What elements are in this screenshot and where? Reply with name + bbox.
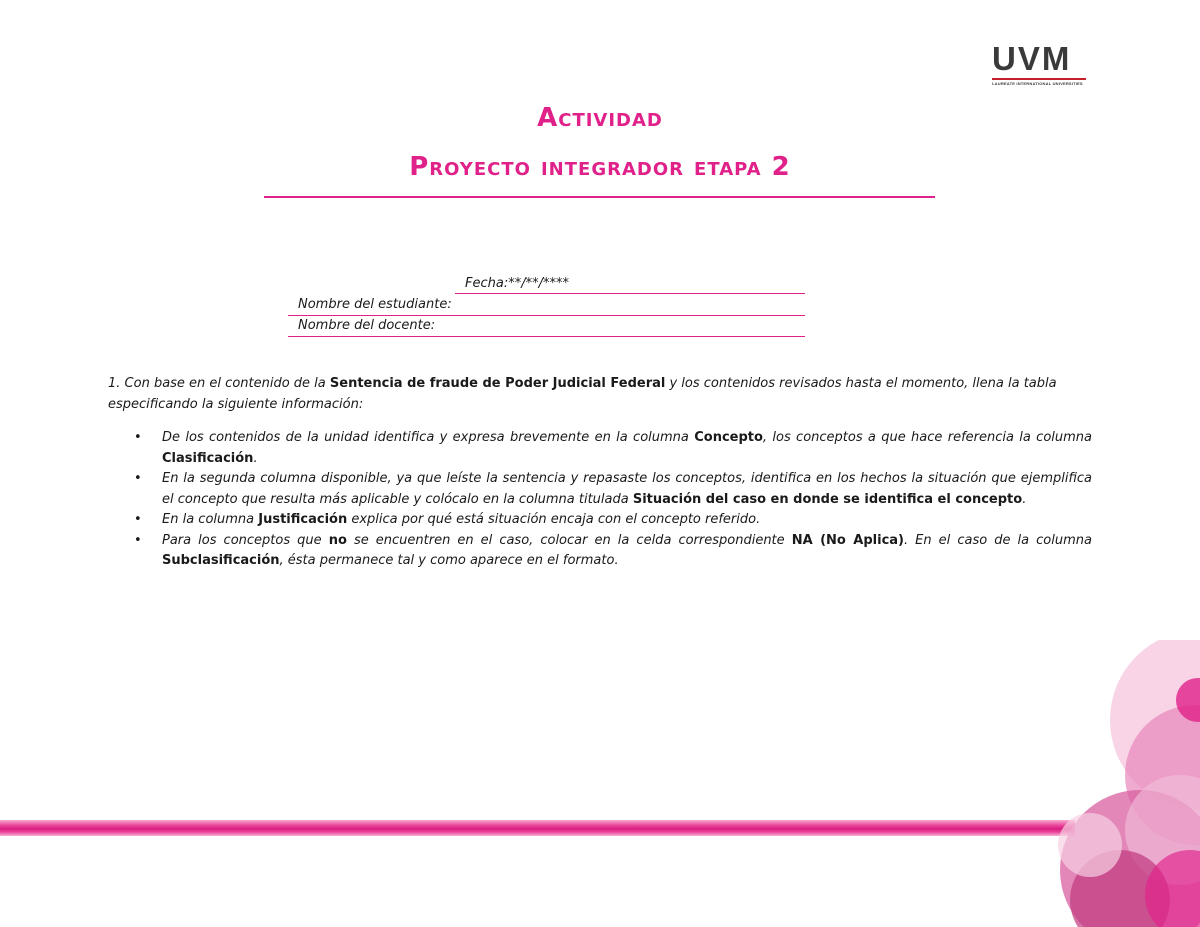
list-item: • Para los conceptos que no se encuentren en el caso, colocar en la celda correspondiente NA (No Aplica). En el caso de la columna Subclasificación, ésta permanece tal y como aparece en el formato. bbox=[134, 532, 1092, 568]
list-item: • En la columna Justificación explica por qué está situación encaja con el concepto referido. bbox=[130, 510, 1092, 531]
title-divider bbox=[264, 196, 935, 198]
page-title: Actividad bbox=[537, 103, 663, 133]
list-item: • En la segunda columna disponible, ya que leíste la sentencia y repasaste los conceptos, identifica en los hechos la situación que ejemplifica el concepto que resulta más aplicable y colócalo en la columna titulada Situación del caso en donde se identifica el concepto. bbox=[134, 471, 1092, 507]
bullet-icon: • bbox=[134, 430, 142, 445]
bullet-icon: • bbox=[134, 532, 142, 548]
bullet-icon: • bbox=[134, 471, 142, 486]
logo-tagline: LAUREATE INTERNATIONAL UNIVERSITIES bbox=[992, 81, 1083, 86]
teacher-name-rule bbox=[288, 336, 805, 337]
list-item: • De los contenidos de la unidad identifica y expresa brevemente en la columna Concepto, los conceptos a que hace referencia la columna Clasificación. bbox=[134, 430, 1092, 466]
logo-red-bar bbox=[992, 78, 1086, 80]
bullet-icon: • bbox=[134, 512, 142, 527]
date-field-label: Fecha:**/**/**** bbox=[465, 276, 569, 291]
date-field-rule bbox=[455, 293, 805, 294]
logo-text: UVM bbox=[992, 40, 1072, 77]
instructions-list bbox=[130, 428, 1092, 572]
student-name-label: Nombre del estudiante: bbox=[298, 297, 452, 312]
student-name-rule bbox=[288, 315, 805, 316]
instructions-intro: 1. Con base en el contenido de la Sentencia de fraude de Poder Judicial Federal y los contenidos revisados hasta el momento, llena la tabla especificando la siguiente información: bbox=[108, 376, 1057, 412]
decorative-band bbox=[0, 820, 1075, 836]
decorative-circles-graphic bbox=[1030, 640, 1200, 927]
page-subtitle: Proyecto integrador etapa 2 bbox=[409, 152, 791, 182]
teacher-name-label: Nombre del docente: bbox=[298, 318, 436, 333]
uvm-logo bbox=[992, 42, 1088, 86]
deco-circle bbox=[1058, 813, 1122, 877]
